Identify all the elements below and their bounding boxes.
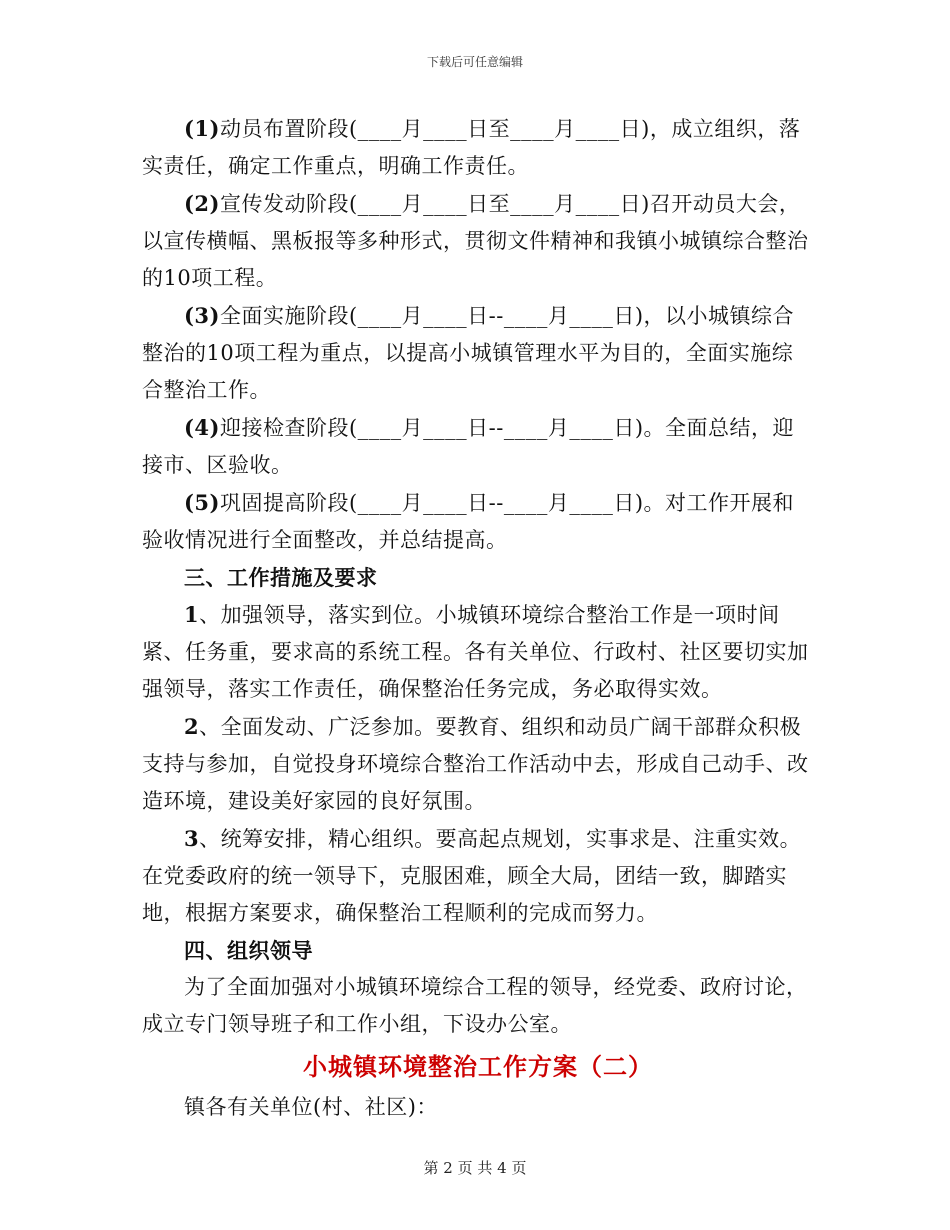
section-4-heading: 四、组织领导	[184, 938, 313, 963]
measure-2-number: 2	[184, 714, 200, 739]
stage-5-text: 巩固提高阶段(____月____日--____月____日)。对工作开展和验收情况进行全面整改，并总结提高。	[142, 491, 795, 552]
page-number-footer: 第 2 页 共 4 页	[423, 1159, 527, 1177]
measure-3-text: 、统筹安排，精心组织。要高起点规划，实事求是、注重实效。在党委政府的统一领导下，克服困难，顾全大局，团结一致，脚踏实地，根据方案要求，确保整治工程顺利的完成而努力。	[142, 827, 802, 925]
stage-5-paragraph	[142, 484, 814, 559]
document-2-title: 小城镇环境整治工作方案（二）	[303, 1052, 653, 1081]
stage-4-number: (4)	[184, 415, 220, 440]
stage-3-number: (3)	[184, 303, 220, 328]
section-3-heading: 三、工作措施及要求	[184, 565, 378, 590]
stage-3-text: 全面实施阶段(____月____日--____月____日)，以小城镇综合整治的10项工程为重点，以提高小城镇管理水平为目的，全面实施综合整治工作。	[142, 304, 795, 402]
document-body	[142, 110, 814, 1126]
measure-1-number: 1	[184, 602, 200, 627]
stage-2-paragraph	[142, 185, 814, 297]
stage-2-number: (2)	[184, 191, 220, 216]
measure-3-number: 3	[184, 826, 200, 851]
stage-1-text: 动员布置阶段(____月____日至____月____日)，成立组织，落实责任，确定工作重点，明确工作责任。	[142, 117, 801, 178]
measure-1-text: 、加强领导，落实到位。小城镇环境综合整治工作是一项时间紧、任务重，要求高的系统工程。各有关单位、行政村、社区要切实加强领导，落实工作责任，确保整治任务完成，务必取得实效。	[142, 603, 809, 701]
stage-1-paragraph	[142, 110, 814, 185]
stage-4-paragraph	[142, 409, 814, 484]
measure-3-paragraph	[142, 820, 814, 932]
measure-2-paragraph	[142, 708, 814, 820]
organization-paragraph: 为了全面加强对小城镇环境综合工程的领导，经党委、政府讨论，成立专门领导班子和工作小组，下设办公室。	[142, 975, 808, 1036]
stage-2-text: 宣传发动阶段(____月____日至____月____日)召开动员大会，以宣传横幅、黑板报等多种形式，贯彻文件精神和我镇小城镇综合整治的10项工程。	[142, 192, 809, 290]
stage-1-number: (1)	[184, 116, 220, 141]
stage-3-paragraph	[142, 297, 814, 409]
measure-1-paragraph	[142, 596, 814, 708]
stage-4-text: 迎接检查阶段(____月____日--____月____日)。全面总结，迎接市、区验收。	[142, 416, 795, 477]
measure-2-text: 、全面发动、广泛参加。要教育、组织和动员广阔干部群众积极支持与参加，自觉投身环境综合整治工作活动中去，形成自己动手、改造环境，建设美好家园的良好氛围。	[142, 715, 809, 813]
stage-5-number: (5)	[184, 490, 220, 515]
salutation-line: 镇各有关单位(村、社区)：	[184, 1095, 438, 1119]
page-header-note: 下载后可任意编辑	[426, 55, 523, 69]
